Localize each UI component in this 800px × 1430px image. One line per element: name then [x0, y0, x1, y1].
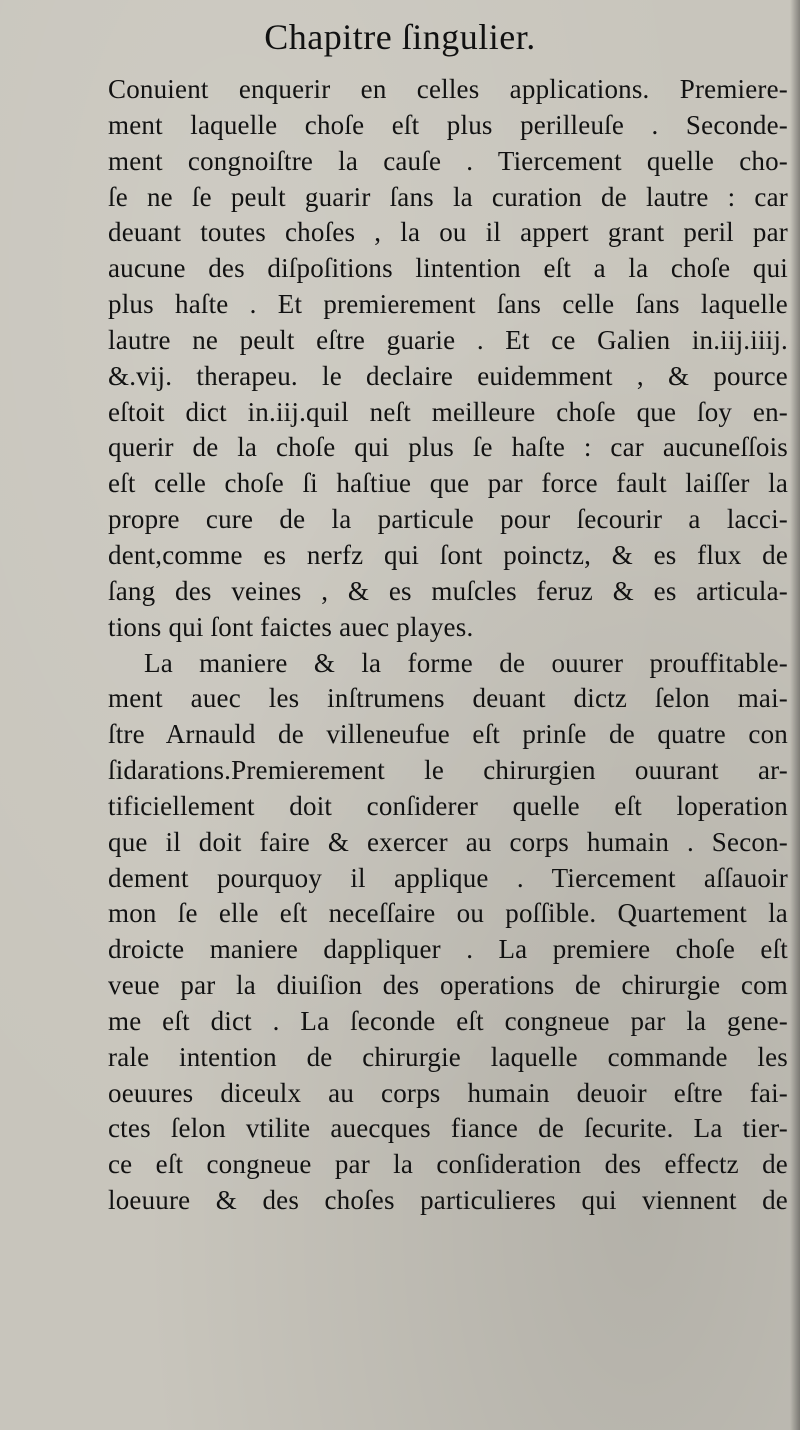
text-line: oeuures diceulx au corps humain deuoir eſtre fai-: [108, 1077, 788, 1108]
text-line: me eſt dict . La ſeconde eſt congneue par la gene-: [108, 1005, 788, 1036]
text-line: ſtre Arnauld de villeneufue eſt prinſe de quatre con: [108, 719, 788, 750]
text-line: ſidarations.Premierement le chirurgien ouurant ar-: [108, 755, 788, 786]
text-line: lautre ne peult eſtre guarie . Et ce Galien in.iij.iiij.: [108, 324, 788, 355]
text-line: ment auec les inſtrumens deuant dictz ſelon mai-: [108, 683, 788, 714]
text-line: droicte maniere dappliquer . La premiere choſe eſt: [108, 934, 788, 965]
text-line: plus haſte . Et premierement ſans celle ſans laquelle: [108, 289, 788, 320]
text-line: ment laquelle choſe eſt plus perilleuſe . Seconde-: [108, 109, 788, 140]
page-edge-shadow: [790, 0, 800, 1430]
text-line: dent,comme es nerfz qui ſont poinctz, & es flux de: [108, 539, 788, 570]
text-line: mon ſe elle eſt neceſſaire ou poſſible. Quartement la: [108, 898, 788, 929]
text-line: eſtoit dict in.iij.quil neſt meilleure choſe que ſoy en-: [108, 396, 788, 427]
text-line: tions qui ſont faictes auec playes.: [108, 611, 474, 642]
text-line: eſt celle choſe ſi haſtiue que par force fault laiſſer la: [108, 468, 788, 499]
text-line: propre cure de la particule pour ſecourir a lacci-: [108, 504, 788, 535]
text-line: que il doit faire & exercer au corps humain . Secon-: [108, 826, 788, 857]
text-line: dement pourquoy il applique . Tiercement aſſauoir: [108, 862, 788, 893]
text-line: loeuure & des choſes particulieres qui viennent de: [108, 1185, 788, 1216]
text-line: Conuient enquerir en celles applications. Premiere-: [108, 74, 788, 104]
text-line: La maniere & la forme de ouurer prouffitable-: [144, 647, 788, 678]
running-header: Chapitre ſingulier.: [264, 17, 536, 57]
text-line: &.vij. therapeu. le declaire euidemment , & pource: [108, 360, 788, 391]
text-line: aucune des diſpoſitions lintention eſt a la choſe qui: [108, 253, 788, 284]
text-line: veue par la diuiſion des operations de chirurgie com: [108, 970, 788, 1001]
text-line: ctes ſelon vtilite auecques fiance de ſecurite. La tier-: [108, 1113, 788, 1144]
body-text: [108, 72, 788, 1219]
text-line: deuant toutes choſes , la ou il appert grant peril par: [108, 217, 788, 248]
text-line: ſang des veines , & es muſcles feruz & es articula-: [108, 575, 788, 606]
text-line: ſe ne ſe peult guarir ſans la curation de lautre : car: [108, 181, 788, 212]
text-line: tificiellement doit conſiderer quelle eſt loperation: [108, 790, 788, 821]
text-line: ce eſt congneue par la conſideration des effectz de: [108, 1149, 788, 1180]
text-line: querir de la choſe qui plus ſe haſte : car aucuneſſois: [108, 432, 788, 463]
text-line: rale intention de chirurgie laquelle commande les: [108, 1041, 788, 1072]
text-line: ment congnoiſtre la cauſe . Tiercement quelle cho-: [108, 145, 788, 176]
